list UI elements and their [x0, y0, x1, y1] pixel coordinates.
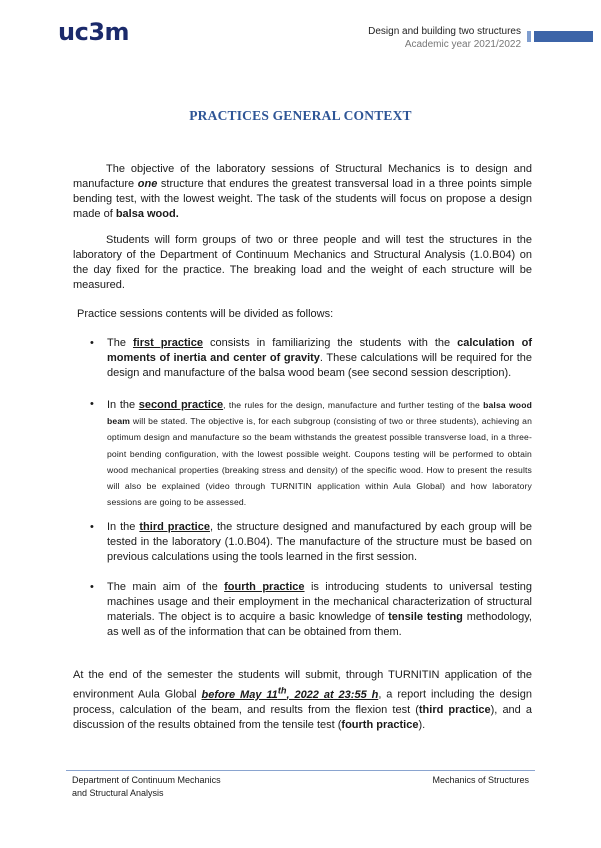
academic-year: Academic year 2021/2022 — [404, 39, 521, 50]
page-title: PRACTICES GENERAL CONTEXT — [189, 108, 412, 123]
bullet-dot: • — [90, 398, 94, 410]
header-accent-bar-dark — [534, 31, 593, 42]
footer-divider — [66, 770, 535, 771]
header-info — [368, 25, 521, 51]
sessions-intro: Practice sessions contents will be divided as follows: — [77, 308, 334, 320]
footer-subject: Mechanics of Structures — [432, 775, 529, 785]
course-title: Design and building two structures — [368, 26, 521, 37]
bullet-dot: • — [90, 581, 94, 593]
bullet-dot: • — [90, 521, 94, 533]
list-item-second-practice: • In the second practice, the rules for the design, manufacture and further testing of the balsa wood beam will be stated. The objective is, for each subgroup (consisting of two or three students), achieving an optimum design and manufacture so the beam withstands the greatest possible transverse load, in a three-point bending configuration, with the lowest possible weight. Coupons testing will be performed to obtain wood mechanical properties (breaking stress and density) of the specific wood. How to present the results will also be explained (video through TURNITIN application within Aula Global) and how laboratory sessions are going to be assessed. — [90, 398, 532, 508]
closing-paragraph: At the end of the semester the students will submit, through TURNITIN application of the environment Aula Global before May 11th, 2022 at 23:55 h, a report including the design process, calculation of the beam, and results from the flexion test (third practice), and a discussion of the results obtained from the tensile test (fourth practice). — [73, 669, 533, 731]
header-accent-bar — [527, 31, 593, 42]
list-item-fourth-practice: • The main aim of the fourth practice is introducing students to universal testing machines usage and their employment in the mechanical characterization of structural materials. The object is to acquire a basic knowledge of tensile testing methodology, as well as of the information that can be obtained from them. — [90, 581, 533, 638]
header-accent-bar-light — [527, 31, 531, 42]
list-item-first-practice: • The first practice consists in familiarizing the students with the calculation of moments of inertia and center of gravity. These calculations will be required for the design and manufacture of the balsa wood beam (see second session description). — [90, 337, 533, 379]
objective-paragraph: The objective of the laboratory sessions of Structural Mechanics is to design and manufacture one structure that endures the greatest transversal load in a three points simple bending test, with the lowest weight. The task of the students will focus on propose a design made of balsa wood. — [73, 163, 532, 220]
list-item-third-practice: • In the third practice, the structure designed and manufactured by each group will be tested in the laboratory (1.0.B04). The manufacture of the structure must be based on previous calculations using the tools learned in the first session. — [90, 521, 533, 563]
groups-paragraph: Students will form groups of two or three people and will test the structures in the laboratory of the Department of Continuum Mechanics and Structural Analysis (1.0.B04) on the day fixed for the practice. The breaking load and the weight of each structure will be measured. — [73, 234, 532, 291]
uc3m-logo: uc3m — [58, 18, 130, 46]
footer-department: Department of Continuum Mechanics and Structural Analysis — [72, 775, 221, 798]
bullet-dot: • — [90, 337, 94, 349]
